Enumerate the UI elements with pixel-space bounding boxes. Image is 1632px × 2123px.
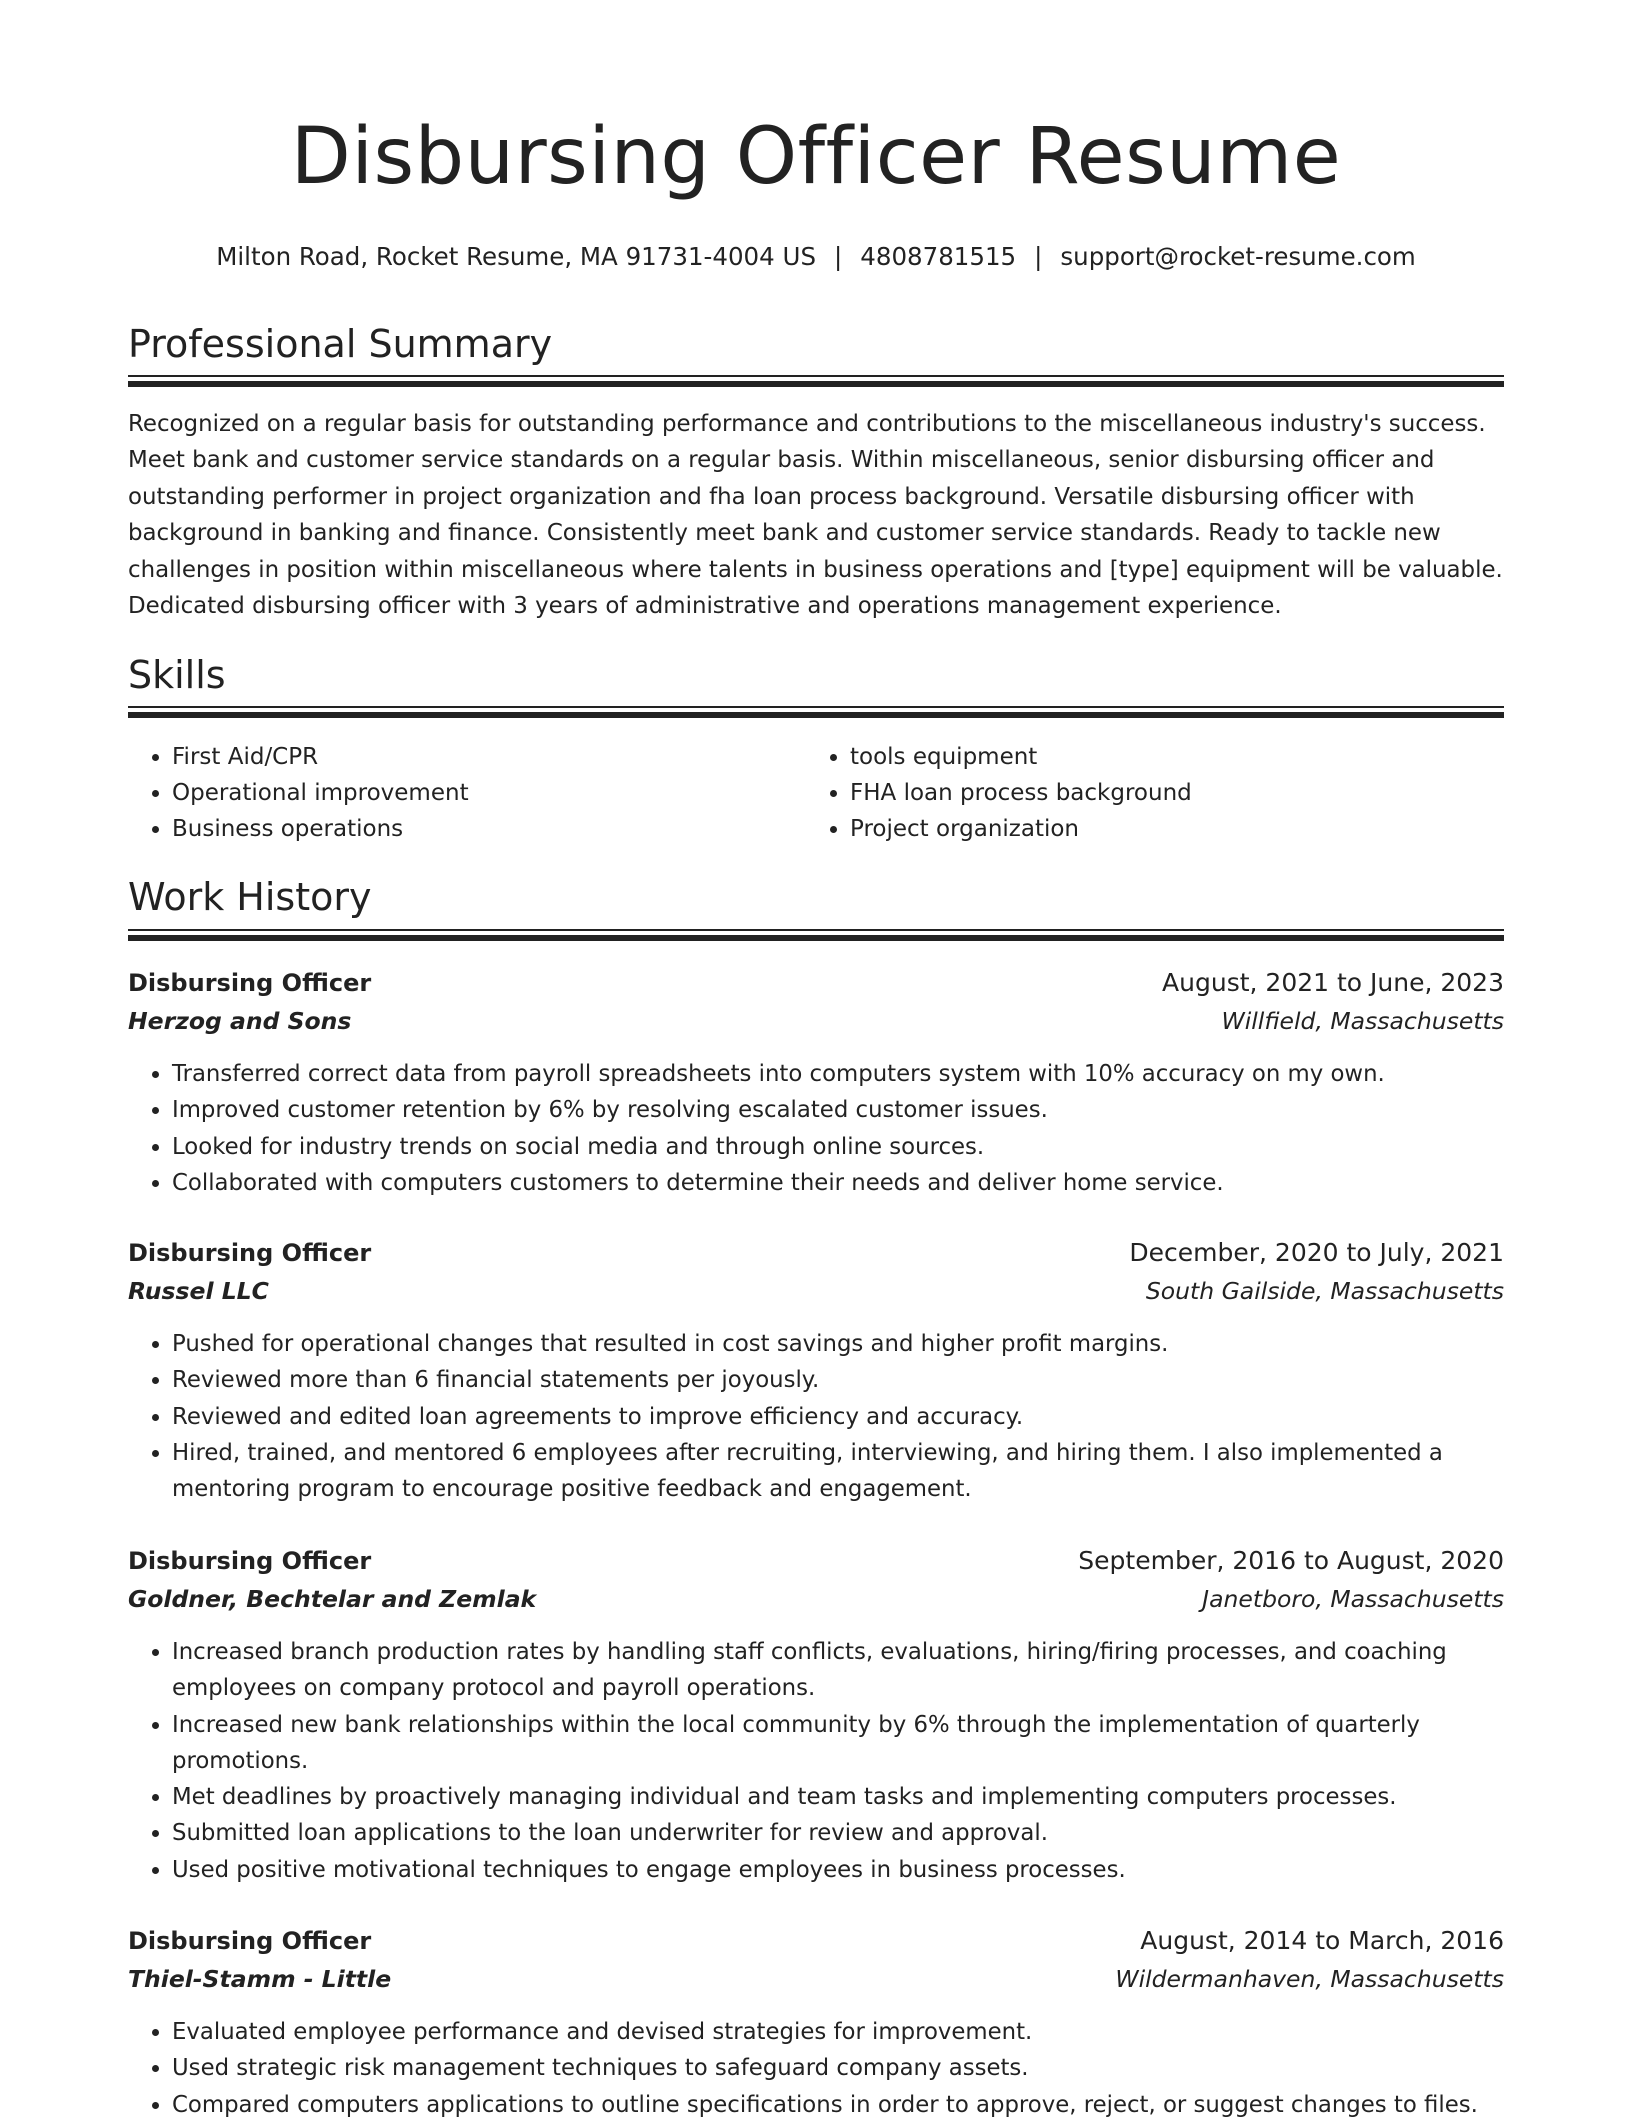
job-bullets [128,2014,1504,2123]
section-divider [128,375,1504,386]
section-heading-summary: Professional Summary [128,322,553,366]
job-title: Disbursing Officer [128,969,372,997]
job-bullet: • Evaluated employee performance and devised strategies for improvement. [172,2014,1504,2050]
job-bullets [128,1056,1504,1201]
job-company: Thiel-Stamm - Little [128,1965,392,1993]
skills-column-2 [806,739,1192,847]
job-title: Disbursing Officer [128,1239,372,1267]
job-bullets [128,1326,1504,1507]
job-location: Janetboro, Massachusetts [1202,1585,1504,1613]
job-bullet: • Used strategic risk management techniques to safeguard company assets. [172,2050,1504,2086]
job-bullet: • Submitted loan applications to the loan underwriter for review and approval. [172,1815,1504,1851]
job-location: Wildermanhaven, Massachusetts [1115,1965,1504,1993]
job-entry [128,1542,1504,1888]
job-bullet: • Improved customer retention by 6% by resolving escalated customer issues. [172,1092,1504,1128]
summary-text: Recognized on a regular basis for outstanding performance and contributions to the miscellaneous industry's success. Meet bank and customer service standards on a regular basis. Within miscellaneous, senior disbursing officer and outstanding performer in project organization and fha loan process background. Versatile disbursing officer with background in banking and finance. Consistently meet bank and customer service standards. Ready to tackle new challenges in position within miscellaneous where talents in business operations and [type] equipment will be valuable. Dedicated disbursing officer with 3 years of administrative and operations management experience. [128,411,1503,620]
section-heading-work: Work History [128,875,372,919]
contact-line [128,242,1504,272]
skill-item: • Project organization [850,811,1192,847]
job-bullet: • Pushed for operational changes that resulted in cost savings and higher profit margins. [172,1326,1504,1362]
job-bullet: • Met deadlines by proactively managing individual and team tasks and implementing computers processes. [172,1779,1504,1815]
job-location: South Gailside, Massachusetts [1145,1277,1504,1305]
job-dates: August, 2014 to March, 2016 [1140,1926,1504,1955]
job-dates: September, 2016 to August, 2020 [1078,1546,1504,1575]
job-location: Willfield, Massachusetts [1221,1007,1504,1035]
job-company: Russel LLC [128,1277,269,1305]
job-dates: December, 2020 to July, 2021 [1129,1238,1504,1267]
contact-separator: | [834,242,843,271]
skill-item: • Operational improvement [172,775,469,811]
contact-separator: | [1034,242,1043,271]
job-bullet: • Hired, trained, and mentored 6 employees after recruiting, interviewing, and hiring them. I also implemented a mentoring program to encourage positive feedback and engagement. [172,1435,1504,1508]
job-entry [128,964,1504,1201]
job-bullet: • Increased branch production rates by handling staff conflicts, evaluations, hiring/firing processes, and coaching employees on company protocol and payroll operations. [172,1634,1504,1707]
job-title: Disbursing Officer [128,1927,372,1955]
job-bullet: • Transferred correct data from payroll spreadsheets into computers system with 10% accuracy on my own. [172,1056,1504,1092]
job-bullets [128,1634,1504,1888]
section-divider [128,706,1504,717]
job-bullet: • Compared computers applications to outline specifications in order to approve, reject, or suggest changes to files. [172,2087,1504,2123]
job-bullet: • Collaborated with computers customers to determine their needs and deliver home service. [172,1165,1504,1201]
contact-phone: 4808781515 [860,242,1017,271]
job-bullet: • Increased new bank relationships within the local community by 6% through the implementation of quarterly promotions. [172,1707,1504,1780]
job-company: Goldner, Bechtelar and Zemlak [128,1585,537,1613]
job-title: Disbursing Officer [128,1547,372,1575]
skill-item: • Business operations [172,811,469,847]
resume-title: Disbursing Officer Resume [290,112,1342,202]
job-bullet: • Reviewed and edited loan agreements to improve efficiency and accuracy. [172,1399,1504,1435]
job-entry [128,1234,1504,1507]
skills-column-1 [128,739,469,847]
job-bullet: • Looked for industry trends on social media and through online sources. [172,1129,1504,1165]
job-bullet: • Reviewed more than 6 financial statements per joyously. [172,1362,1504,1398]
skill-item: • tools equipment [850,739,1192,775]
skill-item: • FHA loan process background [850,775,1192,811]
section-heading-skills: Skills [128,653,226,697]
job-company: Herzog and Sons [128,1007,352,1035]
job-entry [128,1922,1504,2123]
section-divider [128,929,1504,940]
skill-item: • First Aid/CPR [172,739,469,775]
job-bullet: • Used positive motivational techniques to engage employees in business processes. [172,1852,1504,1888]
contact-address: Milton Road, Rocket Resume, MA 91731-4004 US [216,242,816,271]
contact-email: support@rocket-resume.com [1060,242,1416,271]
job-dates: August, 2021 to June, 2023 [1162,968,1504,997]
